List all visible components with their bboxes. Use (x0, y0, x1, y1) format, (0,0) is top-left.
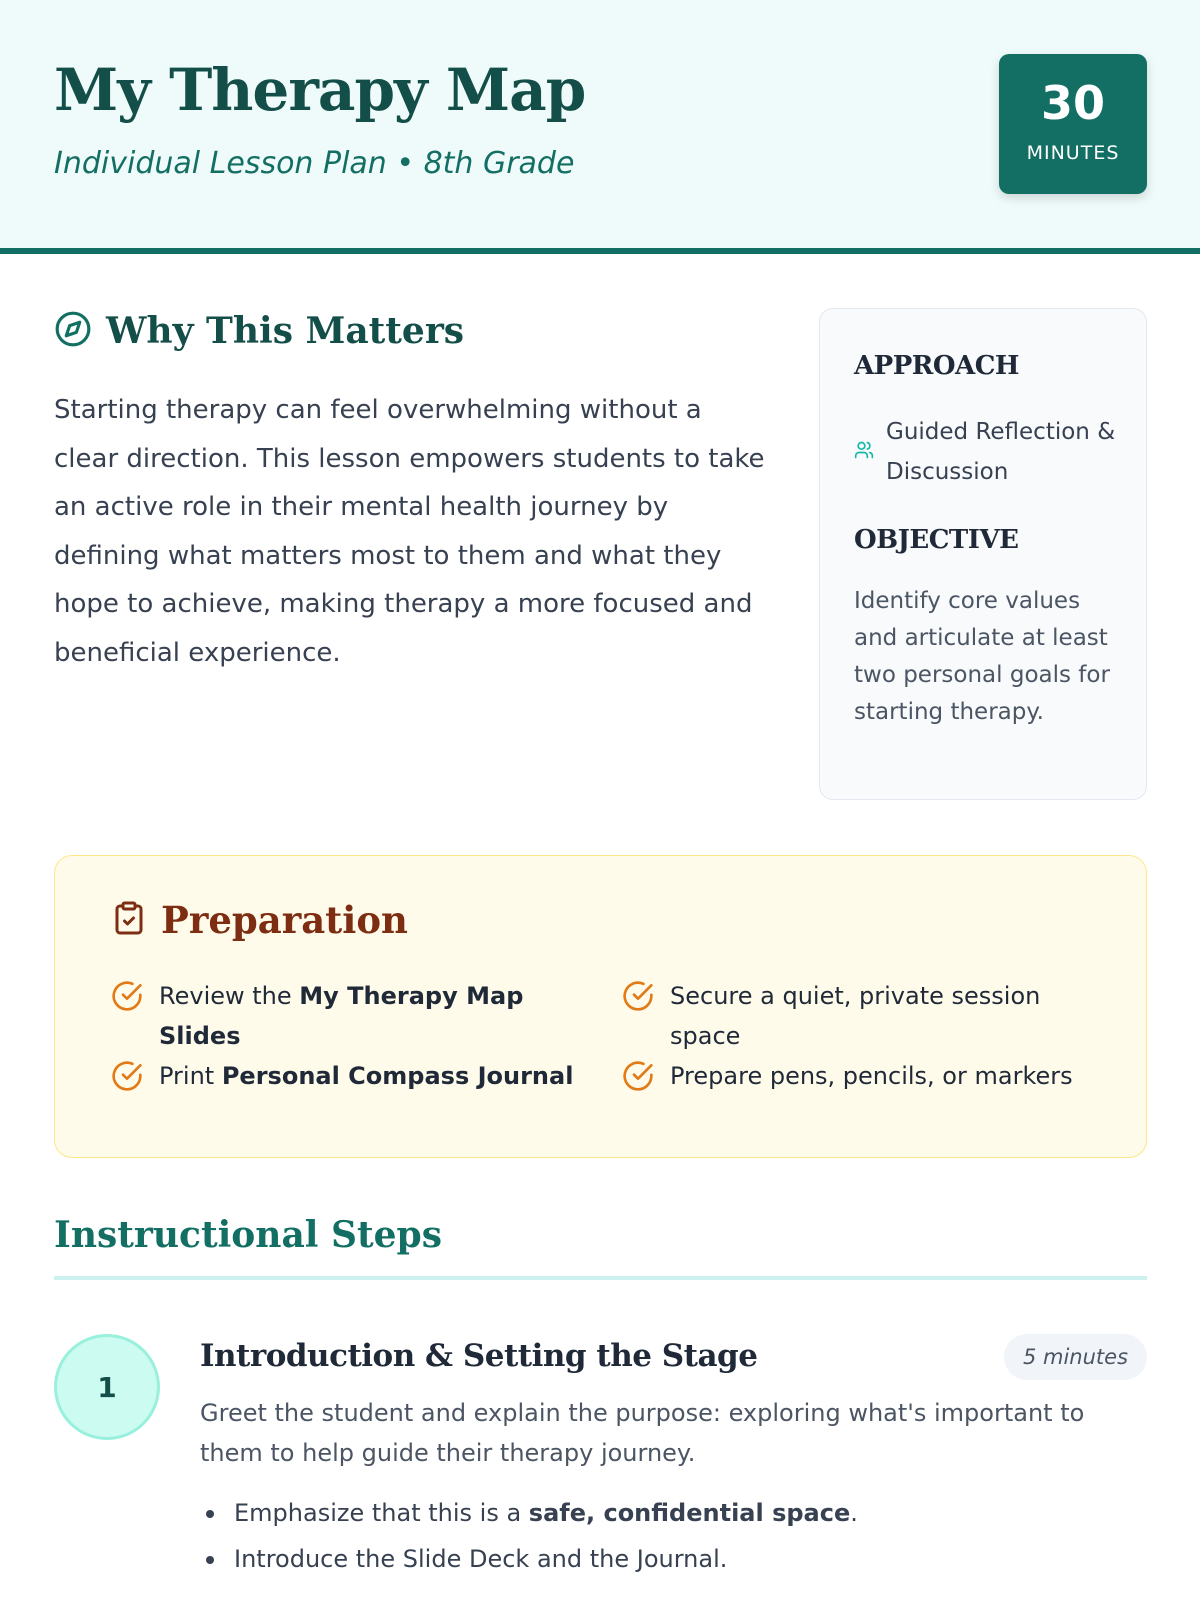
prep-item (622, 976, 1082, 1056)
step-title: Introduction & Setting the Stage (200, 1338, 758, 1374)
objective-label: OBJECTIVE (854, 525, 1019, 555)
check-circle-icon (111, 980, 143, 1024)
approach-objective-card (819, 308, 1147, 800)
why-body: Starting therapy can feel overwhelming without a clear direction. This lesson empowers students to take an active role in their mental health journey by defining what matters most to them and what they hope to achieve, making therapy a more focused and beneficial experience. (54, 395, 765, 668)
why-heading: Why This Matters (106, 310, 465, 352)
users-icon (854, 440, 874, 464)
check-circle-icon (622, 1060, 654, 1104)
approach-row (854, 412, 1124, 492)
preparation-heading: Preparation (161, 898, 408, 942)
prep-item-text: Prepare pens, pencils, or markers (670, 1062, 1073, 1090)
duration-badge (999, 54, 1147, 194)
objective-value: Identify core values and articulate at least two personal goals for starting therapy. (854, 588, 1110, 725)
prep-item-text: Secure a quiet, private session space (670, 982, 1041, 1050)
step-number: 1 (54, 1334, 160, 1440)
check-circle-icon (111, 1060, 143, 1104)
step-bullet-list (200, 1490, 1150, 1582)
prep-item (622, 1056, 1122, 1104)
approach-label: APPROACH (854, 351, 1019, 381)
lesson-header (0, 0, 1200, 254)
steps-heading: Instructional Steps (54, 1214, 442, 1256)
approach-value: Guided Reflection & Discussion (886, 419, 1116, 485)
prep-item-text: Print Personal Compass Journal (159, 1062, 574, 1090)
check-circle-icon (622, 980, 654, 1024)
step-description: Greet the student and explain the purpose: exploring what's important to them to help guide their therapy journey. (200, 1399, 1085, 1467)
step-duration-badge: 5 minutes (1004, 1334, 1147, 1380)
duration-value: 30 (1040, 76, 1105, 130)
clipboard-check-icon (111, 899, 147, 941)
step-bullet: Introduce the Slide Deck and the Journal. (200, 1536, 1150, 1582)
preparation-heading-row (111, 898, 408, 942)
page-title: My Therapy Map (54, 56, 586, 124)
step-bullet: Emphasize that this is a safe, confidential space. (200, 1490, 1150, 1536)
why-heading-row (54, 310, 464, 352)
page-subtitle: Individual Lesson Plan • 8th Grade (54, 146, 575, 181)
prep-item (111, 976, 531, 1056)
prep-item-text: Review the My Therapy Map Slides (159, 982, 524, 1050)
compass-icon (54, 310, 92, 352)
duration-unit: MINUTES (1026, 142, 1120, 164)
prep-item (111, 1056, 591, 1104)
steps-divider (54, 1276, 1147, 1280)
preparation-card (54, 855, 1147, 1158)
